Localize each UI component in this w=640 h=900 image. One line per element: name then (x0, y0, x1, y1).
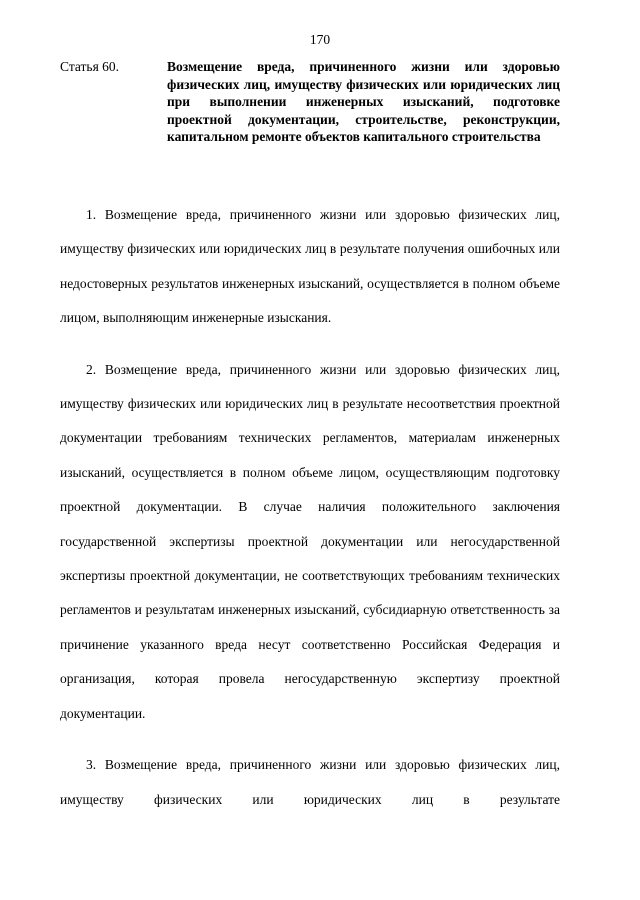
paragraph-2: 2. Возмещение вреда, причиненного жизни или здоровью физических лиц, имуществу физических или юридических лиц в результате несоответствия проектной документации требованиям технических регламентов, материалам инженерных изысканий, осуществляется в полном объеме лицом, осуществляющим подготовку проектной документации. В случае наличия положительного заключения государственной экспертизы проектной документации или негосударственной экспертизы проектной документации, не соответствующих требованиям технических регламентов и результатам инженерных изысканий, субсидиарную ответственность за причинение указанного вреда несут соответственно Российская Федерация и организация, которая провела негосударственную экспертизу проектной документации. (60, 361, 560, 721)
paragraph-1: 1. Возмещение вреда, причиненного жизни или здоровью физических лиц, имуществу физических или юридических лиц в результате получения ошибочных или недостоверных результатов инженерных изысканий, осуществляется в полном объеме лицом, выполняющим инженерные изыскания. (60, 207, 560, 326)
article-heading (60, 58, 560, 146)
paragraph-3: 3. Возмещение вреда, причиненного жизни или здоровью физических лиц, имуществу физических или юридических лиц в результате (60, 757, 560, 807)
article-title: Возмещение вреда, причиненного жизни или здоровью физических лиц, имуществу физических или юридических лиц при выполнении инженерных изысканий, подготовке проектной документации, строительстве, реконструкции, капитальном ремонте объектов капитального строительства (167, 59, 560, 144)
page-number: 170 (309, 32, 331, 47)
article-body (60, 198, 560, 834)
article-label: Статья 60. (60, 59, 120, 74)
